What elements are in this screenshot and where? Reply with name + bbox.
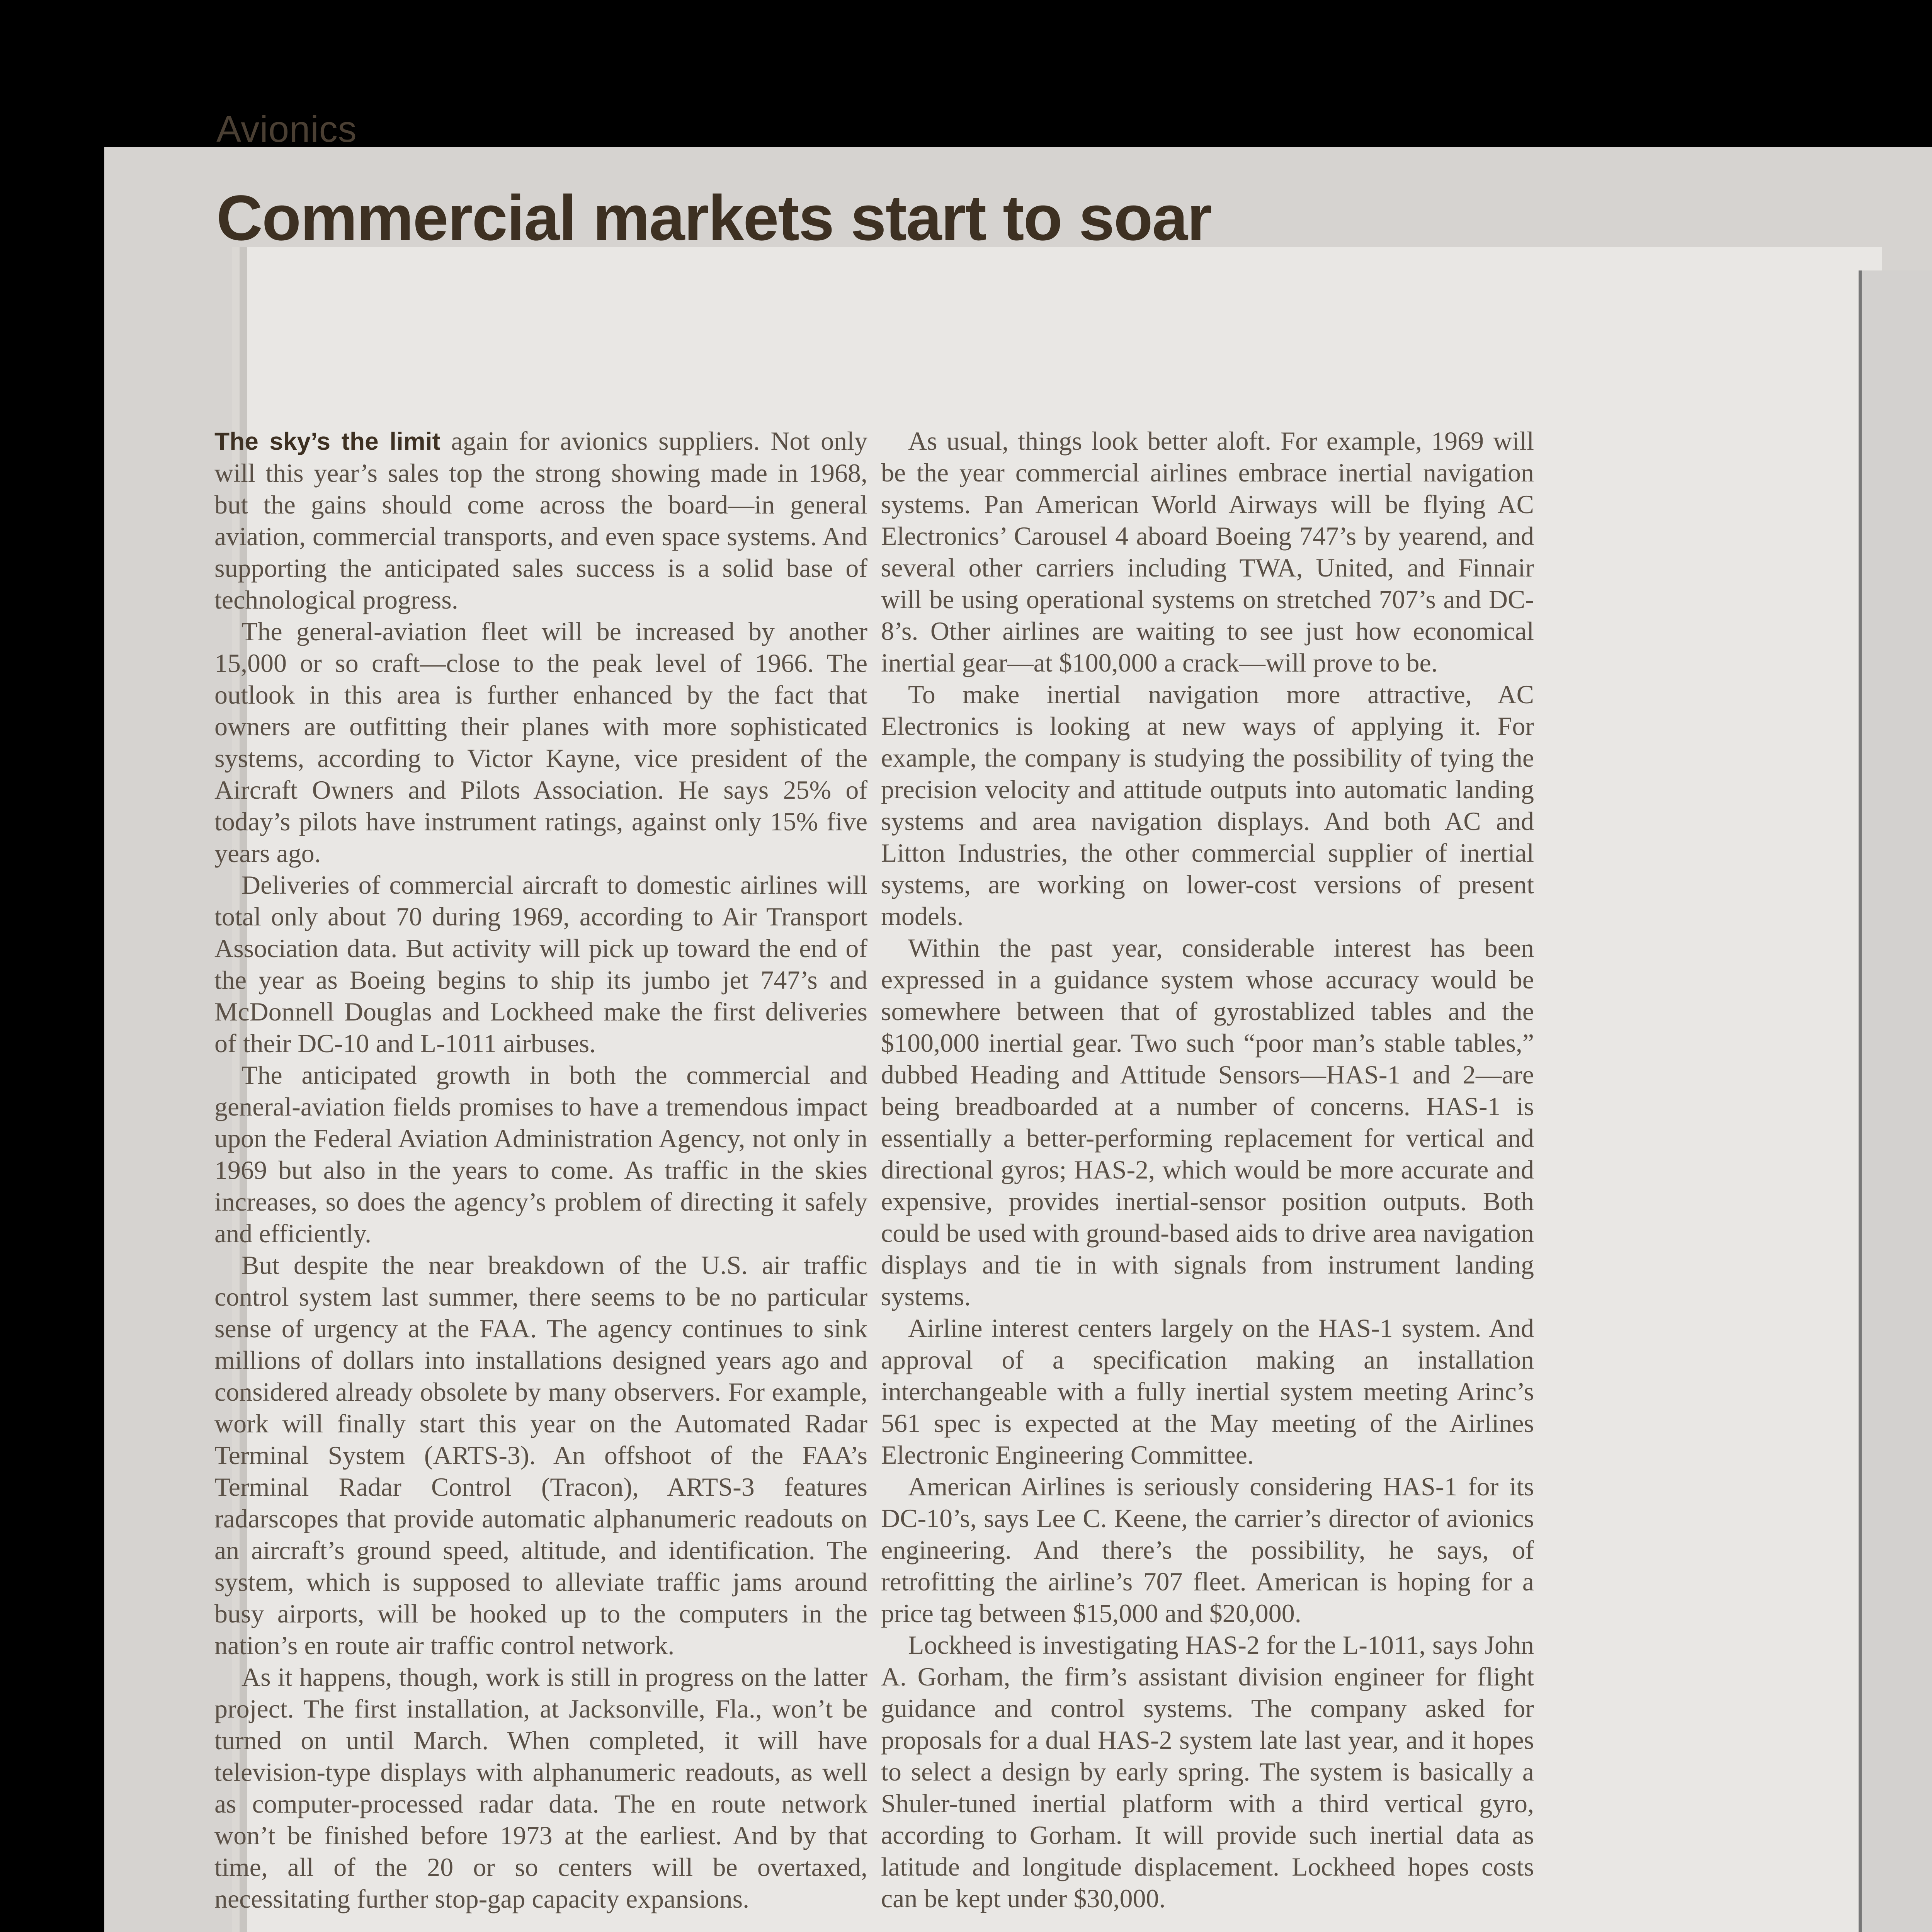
lead-text: again for avionics suppliers. Not only will this year’s sales top the strong showing made in 1968, but the gains should come across the board—in general aviation, commercial transports, and even space systems. And supporting the anticipated sales success is a solid base of technological progress. <box>214 426 867 614</box>
paragraph: American Airlines is seriously considering HAS-1 for its DC-10’s, says Lee C. Keene, the carrier’s director of avionics engineering. And there’s the possibility, he says, of retrofitting the airline’s 707 fleet. American is hoping for a price tag between $15,000 and $20,000. <box>881 1472 1534 1628</box>
paragraph: Deliveries of commercial aircraft to domestic airlines will total only about 70 during 1969, according to Air Transport Association data. But activity will pick up toward the end of the year as Boeing begins to ship its jumbo jet 747’s and McDonnell Douglas and Lockheed make the first deliveries of their DC-10 and L-1011 airbuses. <box>214 870 867 1058</box>
article-headline: Commercial markets start to soar <box>216 182 1211 254</box>
paragraph: Within the past year, considerable interest has been expressed in a guidance system whose accuracy would be somewhere between that of gyrostablized tables and the $100,000 inertial gear. Two such “poor man’s stable tables,” dubbed Heading and Attitude Sensors—HAS-1 and 2—are being breadboarded at a number of concerns. HAS-1 is essentially a better-performing replacement for vertical and directional gyros; HAS-2, which would be more accurate and expensive, provides inertial-sensor position outputs. Both could be used with ground-based aids to drive area navigation displays and tie in with signals from instrument landing systems. <box>881 933 1534 1311</box>
right-column <box>881 425 1534 1914</box>
lead-in: The sky’s the limit <box>214 427 440 455</box>
paragraph: To make inertial navigation more attractive, AC Electronics is looking at new ways of applying it. For example, the company is studying the possibility of tying the precision velocity and attitude outputs into automatic landing systems and area navigation displays. And both AC and Litton Industries, the other commercial supplier of inertial systems, are working on lower-cost versions of present models. <box>881 680 1534 931</box>
paragraph: Airline interest centers largely on the HAS-1 system. And approval of a specification making an installation interchangeable with a fully inertial system meeting Arinc’s 561 spec is expected at the May meeting of the Airlines Electronic Engineering Committee. <box>881 1313 1534 1469</box>
lead-paragraph <box>214 425 867 616</box>
paragraph: The general-aviation fleet will be increased by another 15,000 or so craft—close to the peak level of 1966. The outlook in this area is further enhanced by the fact that owners are outfitting their planes with more sophisticated systems, according to Victor Kayne, vice president of the Aircraft Owners and Pilots Association. He says 25% of today’s pilots have instrument ratings, against only 15% five years ago. <box>214 617 867 868</box>
paragraph: As usual, things look better aloft. For example, 1969 will be the year commercial airlines embrace inertial navigation systems. Pan American World Airways will be flying AC Electronics’ Carousel 4 aboard Boeing 747’s by yearend, and several other carriers including TWA, United, and Finnair will be using operational systems on stretched 707’s and DC-8’s. Other airlines are waiting to see just how economical inertial gear—at $100,000 a crack—will prove to be. <box>881 426 1534 677</box>
paragraph: Lockheed is investigating HAS-2 for the L-1011, says John A. Gorham, the firm’s assistant division engineer for flight guidance and control systems. The company asked for proposals for a dual HAS-2 system late last year, and it hopes to select a design by early spring. The system is basically a Shuler-tuned inertial platform with a third vertical gyro, according to Gorham. It will provide such inertial data as latitude and longitude displacement. Lockheed hopes costs can be kept under $30,000. <box>881 1630 1534 1913</box>
paragraph: As it happens, though, work is still in progress on the latter project. The first installation, at Jacksonville, Fla., won’t be turned on until March. When completed, it will have television-type displays with alphanumeric readouts, as well as computer-processed radar data. The en route network won’t be finished before 1973 at the earliest. And by that time, all of the 20 or so centers will be overtaxed, necessitating further stop-gap capacity expansions. <box>214 1662 867 1913</box>
paragraph: But despite the near breakdown of the U.S. air traffic control system last summer, there seems to be no particular sense of urgency at the FAA. The agency continues to sink millions of dollars into installations designed years ago and considered already obsolete by many observers. For example, work will finally start this year on the Automated Radar Terminal System (ARTS-3). An offshoot of the FAA’s Terminal Radar Control (Tracon), ARTS-3 features radarscopes that provide automatic alphanumeric readouts on an aircraft’s ground speed, altitude, and identification. The system, which is supposed to alleviate traffic jams around busy airports, will be hooked up to the computers in the nation’s en route air traffic control network. <box>214 1250 867 1660</box>
left-column <box>214 425 867 1915</box>
paragraph: The anticipated growth in both the commercial and general-aviation fields promises to have a tremendous impact upon the Federal Aviation Administration Agency, not only in 1969 but also in the years to come. As traffic in the skies increases, so does the agency’s problem of directing it safely and efficiently. <box>214 1060 867 1248</box>
section-label: Avionics <box>216 109 357 150</box>
